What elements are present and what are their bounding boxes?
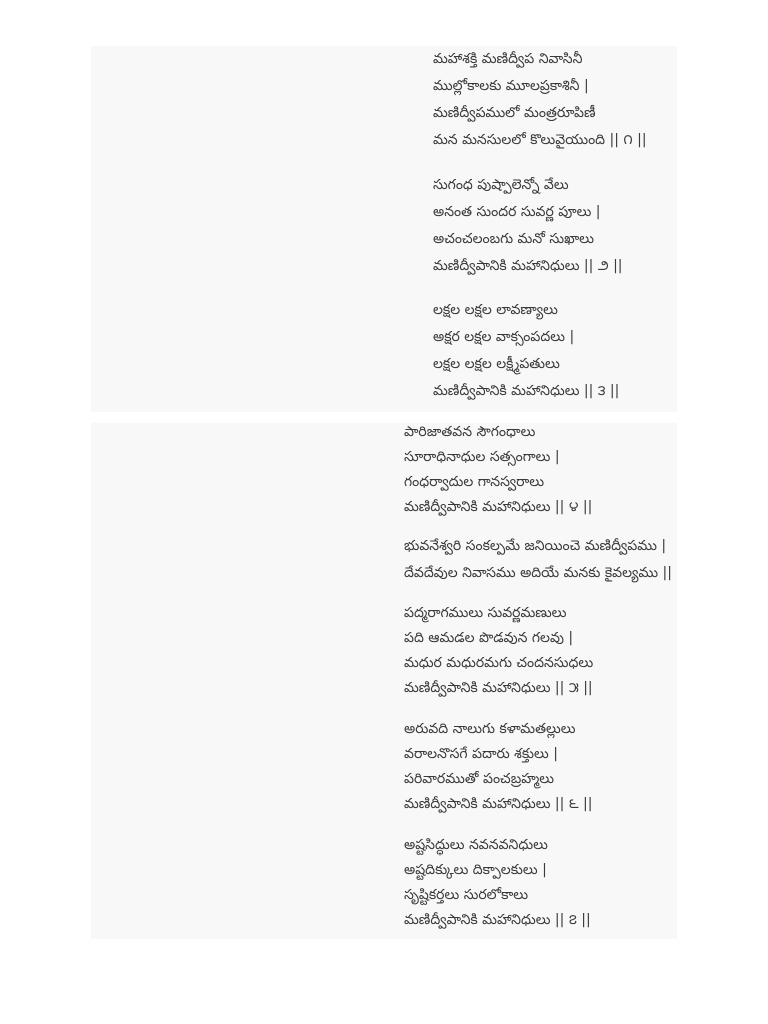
verse-line: పారిజాతవన సౌగంధాలు	[404, 424, 536, 440]
verse-line: పరివారముతో పంచబ్రహ్మలు	[404, 771, 554, 787]
verse-line: పద్మరాగములు సువర్ణమణులు	[404, 605, 567, 621]
verse-line: మణిద్వీపానికి మహానిధులు || ౪ ||	[404, 499, 593, 515]
verse-line: దేవదేవుల నివాసము అదియే మనకు కైవల్యము ||	[404, 565, 672, 581]
verse-line: అరువది నాలుగు కళామతల్లులు	[404, 721, 576, 737]
verse-line: సృష్టికర్తలు సురలోకాలు	[404, 887, 529, 903]
verse-line: అష్టసిద్ధులు నవనవనిధులు	[404, 837, 548, 853]
verse-line: ముల్లోకాలకు మూలప్రకాశినీ |	[433, 78, 589, 94]
verse-line: అచంచలంబగు మనో సుఖాలు	[433, 231, 594, 247]
verse-line: సూరాధినాధుల సత్సంగాలు |	[404, 449, 560, 465]
verse-line: మణిద్వీపములో మంత్రరూపిణీ	[433, 105, 596, 121]
page-panel-1	[91, 46, 677, 412]
verse-line: అక్షర లక్షల వాక్సంపదలు |	[433, 329, 575, 345]
verse-line: మణిద్వీపానికి మహానిధులు || ౬ ||	[404, 796, 593, 812]
verse-line: లక్షల లక్షల లావణ్యాలు	[433, 302, 558, 318]
verse-line: భువనేశ్వరి సంకల్పమే జనియించె మణిద్వీపము |	[404, 538, 667, 554]
verse-line: సుగంధ పుష్పాలెన్నో వేలు	[433, 177, 569, 193]
verse-line: అనంత సుందర సువర్ణ పూలు |	[433, 204, 601, 220]
verse-line: లక్షల లక్షల లక్ష్మీపతులు	[433, 356, 560, 372]
page-panel-2	[91, 423, 677, 939]
verse-line: మధుర మధురమగు చందనసుధలు	[404, 655, 594, 671]
verse-line: పది ఆమడల పొడవున గలవు |	[404, 630, 574, 646]
verse-line: మణిద్వీపానికి మహానిధులు || ౨ ||	[433, 258, 623, 274]
verse-line: అష్టదిక్కులు దిక్పాలకులు |	[404, 862, 547, 878]
verse-line: మణిద్వీపానికి మహానిధులు || ౫ ||	[404, 680, 593, 696]
verse-line: వరాలనొసగే పదారు శక్తులు |	[404, 746, 558, 762]
verse-line: గంధర్వాదుల గానస్వరాలు	[404, 474, 545, 490]
verse-line: మన మనసులలో కొలువైయుంది || ౧ ||	[433, 132, 647, 148]
verse-line: మణిద్వీపానికి మహానిధులు || ౩ ||	[433, 383, 620, 399]
verse-line: మణిద్వీపానికి మహానిధులు || ౭ ||	[404, 912, 591, 928]
verse-line: మహాశక్తి మణిద్వీప నివాసినీ	[433, 51, 583, 67]
